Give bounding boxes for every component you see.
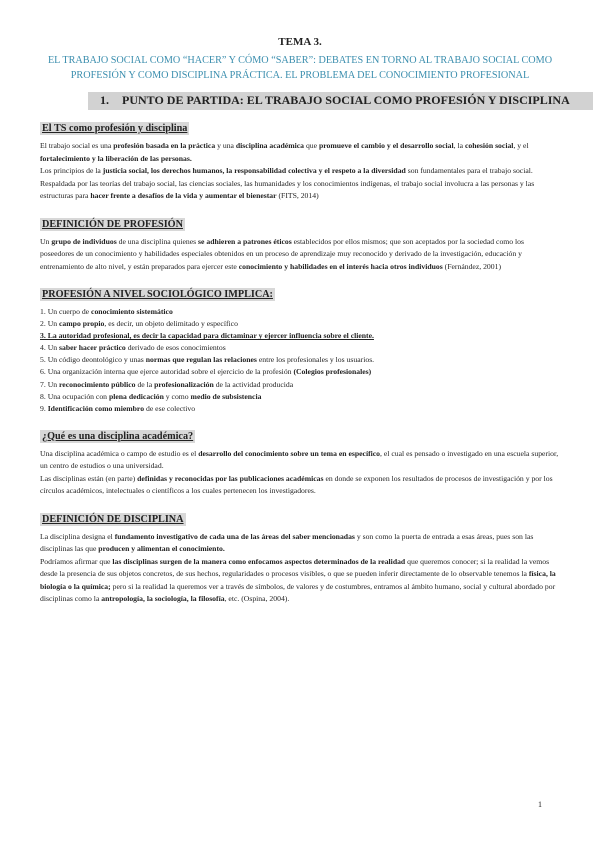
text-run: 3. La autoridad profesional, es decir la capacidad para dictaminar y ejercer influencia sobre el cliente. [40,331,374,341]
text-run: Una disciplina académica o campo de estudio es el [40,448,199,458]
text-run: entre los profesionales y los usuarios. [256,355,375,365]
text-run: 2. Un [40,319,60,329]
bold-text-run: grupo de individuos [51,236,117,246]
bold-text-run: medio de subsistencia [190,391,262,401]
section-1-heading [88,92,593,110]
bold-text-run: se adhieren a patrones éticos [198,236,292,246]
discipline-definition-block [40,509,560,606]
list-item [40,318,560,330]
ts-profession-heading: El TS como profesión y disciplina [42,123,188,134]
sociological-profession-heading: PROFESIÓN A NIVEL SOCIOLÓGICO IMPLICA: [42,289,273,300]
list-item [40,391,560,403]
ts-profession-paragraph-1 [40,140,560,165]
bold-text-run: (Colegios profesionales) [293,367,372,377]
text-run: La disciplina designa el [40,531,115,541]
bold-text-run: justicia social, los derechos humanos, la responsabilidad colectiva y el respeto a la diversidad [102,166,406,175]
text-run: Un [40,236,52,246]
bold-text-run: antropología, la sociología, la filosofía [101,594,225,604]
profession-definition-block [40,214,560,274]
bold-text-run: promueve el cambio y el desarrollo social [318,141,454,150]
topic-number: TEMA 3. [278,36,322,48]
sociological-profession-block [40,284,560,415]
text-run: 9. [40,403,48,413]
text-run: 1. Un cuerpo de [40,307,92,316]
text-run: y son como la puerta de entrada a esas áreas, pues son las disciplinas las que [40,531,534,554]
text-run: y como [163,391,191,401]
bold-text-run: desarrollo del conocimiento sobre un tema en específico [198,448,381,458]
academic-discipline-heading: ¿Qué es una disciplina académica? [42,430,194,442]
document-title-line-1: EL TRABAJO SOCIAL COMO “HACER” Y CÓMO “SABER”: DEBATES EN TORNO AL TRABAJO SOCIAL COMO [47,55,553,66]
bold-text-run: plena dedicación [108,391,164,401]
profession-definition-paragraph [40,236,560,274]
text-run: 5. Un código deontológico y unas [40,355,146,365]
text-run: de la [135,379,155,389]
bold-text-run: profesionalización [154,379,214,389]
document-title-line-2: PROFESIÓN Y COMO DISCIPLINA PRÁCTICA. EL PROBLEMA DEL CONOCIMIENTO PROFESIONAL [70,70,530,81]
ts-profession-paragraph-3 [40,178,560,203]
bold-text-run: las disciplinas surgen de la manera como enfocamos aspectos determinados de la realidad [112,556,406,566]
bold-text-run: disciplina académica [235,141,305,150]
bold-text-run: normas que regulan las relaciones [145,355,257,365]
bold-text-run: física, la biología o la química; [40,569,556,591]
bold-text-run: conocimiento y habilidades en el interés hacia otros individuos [238,261,443,271]
text-run: y una [215,141,236,150]
text-run: derivado de esos conocimientos [125,343,226,353]
text-run: (Fernández, 2001) [442,261,502,271]
text-run: de la actividad producida [213,379,294,389]
text-run: 7. Un [40,379,60,389]
text-run: establecidos por ellos mismos; que son aceptados por la sociedad como los poseedores de un conocimiento y habilidades especiales obtenidos en un proceso de aprendizaje muy reconocido y derivado de la investigación, educación y entrenamiento de alto nivel, y están preparados para ejercer este [40,236,525,271]
list-item [40,330,560,342]
text-run: 8. Una ocupación con [40,391,109,401]
bold-text-run: hacer frente a desafíos de la vida y aumentar el bienestar [90,191,277,200]
page-number: 1 [538,800,542,809]
academic-discipline-paragraph-2 [40,473,560,498]
text-run: , y el [513,141,529,150]
discipline-definition-paragraph-1 [40,531,560,556]
list-item [40,306,560,318]
document-title [40,53,560,83]
list-item [40,403,560,415]
text-run: en donde se exponen los resultados de procesos de investigación y por los círculos académicos, intelectuales o científicos a los cuales pertenecen los investigadores. [40,473,553,496]
academic-discipline-block [40,426,560,498]
section-1-number: 1. [100,93,109,107]
list-item [40,354,560,366]
bold-text-run: Identificación como miembro [47,403,145,413]
bold-text-run: campo propio [59,319,105,329]
text-run: de ese colectivo [144,403,196,413]
text-run: El trabajo social es una [40,141,114,150]
text-run: , etc. (Ospina, 2004). [224,594,290,604]
profession-definition-heading: DEFINICIÓN DE PROFESIÓN [42,218,183,230]
bold-text-run: saber hacer práctico [59,343,126,353]
discipline-definition-heading: DEFINICIÓN DE DISCIPLINA [42,513,184,525]
bold-text-run: cohesión social [464,141,514,150]
text-run: son fundamentales para el trabajo social. [405,166,533,175]
text-run: , es decir, un objeto delimitado y específico [104,319,238,329]
text-run: Podríamos afirmar que [40,556,113,566]
text-run: , la [453,141,465,150]
text-run: , el cual es pensado o investigado en una escuela superior, un centro de estudios o una universidad. [40,448,559,471]
text-run: que [304,141,319,150]
bold-text-run: reconocimiento público [59,379,136,389]
text-run: 4. Un [40,343,60,353]
text-run: pero si la realidad la queremos ver a través de símbolos, de valores y de costumbres, entramos al ámbito humano, social y cultural abordado por disciplinas como la [40,581,556,604]
ts-profession-paragraph-2 [40,165,560,178]
bold-text-run: profesión basada en la práctica [113,141,216,150]
text-run: de una disciplina quienes [116,236,199,246]
bold-text-run: producen y alimentan el conocimiento. [98,544,225,554]
list-item [40,366,560,378]
text-run: Los principios de la [40,166,103,175]
list-item [40,379,560,391]
discipline-definition-paragraph-2 [40,556,560,606]
bold-text-run: conocimiento sistemático [91,307,173,316]
bold-text-run: fundamento investigativo de cada una de las áreas del saber mencionadas [114,531,355,541]
list-item [40,342,560,354]
ts-profession-block [40,118,560,203]
text-run: que queremos conocer; si la realidad la vemos desde la presencia de sus objetos concretos, de sus hechos, regularidades o procesos visibles, o que se pueden inferir directamente de lo observable tenemos la [40,556,550,579]
academic-discipline-paragraph-1 [40,448,560,473]
section-1-title: PUNTO DE PARTIDA: EL TRABAJO SOCIAL COMO PROFESIÓN Y DISCIPLINA [122,93,570,107]
text-run: Respaldada por las teorías del trabajo social, las ciencias sociales, las humanidades y los conocimientos indígenas, el trabajo social involucra a las personas y las estructuras para [40,178,535,200]
text-run: 6. Una organización interna que ejerce autoridad sobre el ejercicio de la profesión [40,367,294,377]
text-run: (FITS, 2014) [276,191,319,200]
bold-text-run: definidas y reconocidas por las publicaciones académicas [137,473,324,483]
text-run: Las disciplinas están (en parte) [40,473,138,483]
bold-text-run: fortalecimiento y la liberación de las personas. [40,153,192,163]
